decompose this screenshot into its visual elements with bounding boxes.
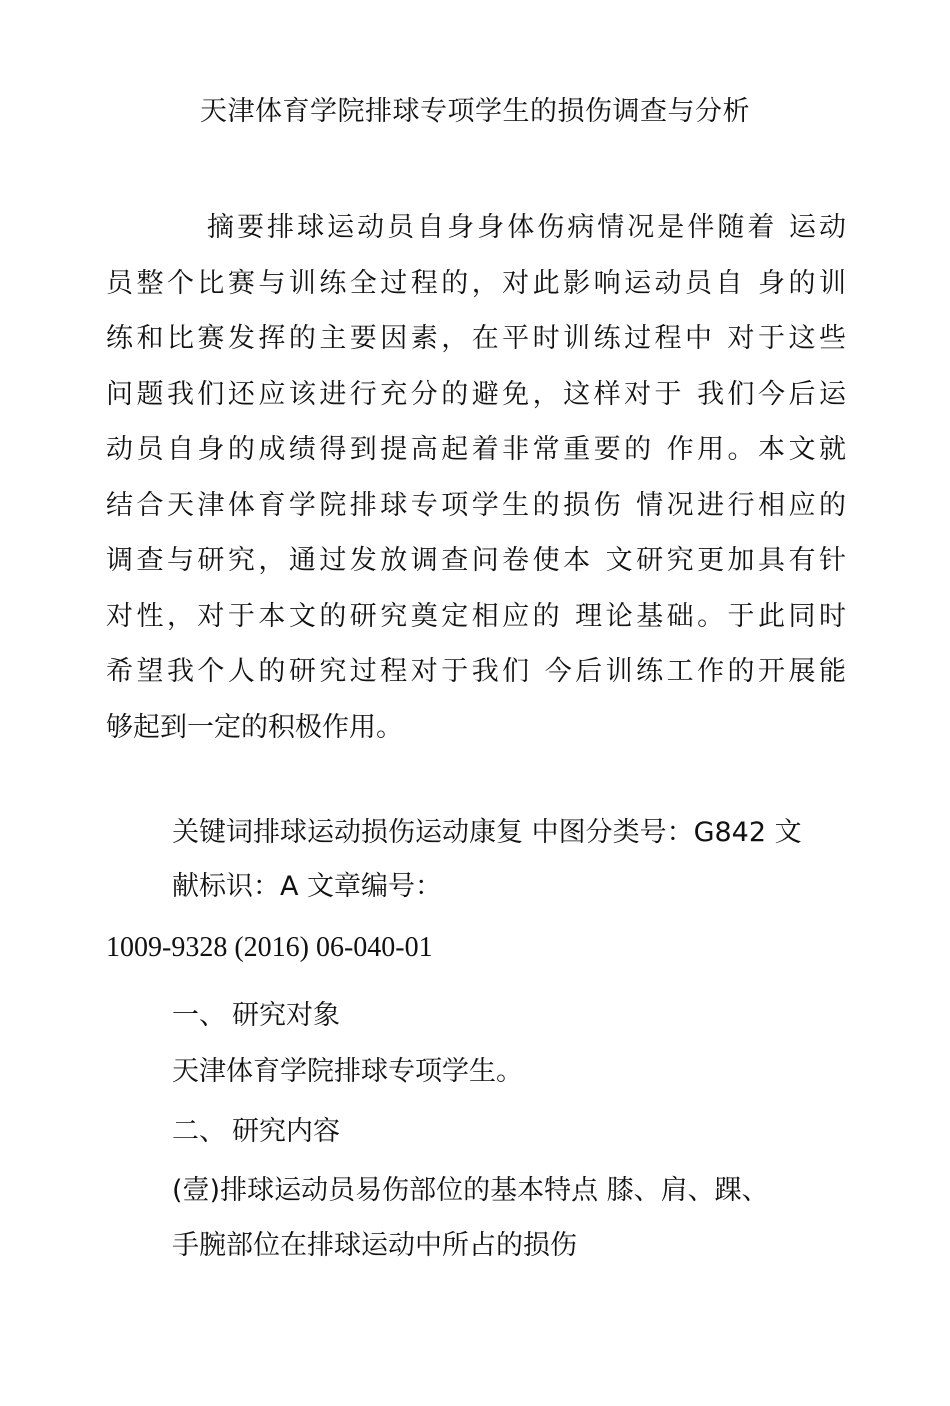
abstract-line: 结合天津体育学院排球专项学生的损伤 情况进行相应的 [106,489,846,521]
section-number: 二、 [172,1116,226,1147]
subsection-line: 手腕部位在排球运动中所占的损伤 [172,1230,577,1261]
abstract-line: 动员自身的成绩得到提高起着非常重要的 作用。本文就 [106,434,846,465]
abstract-line: 够起到一定的积极作用。 [106,711,403,743]
article-number: 1009-9328 (2016) 06-040-01 [106,932,433,963]
abstract-line: 员整个比赛与训练全过程的，对此影响运动员自 身的训 [106,267,846,299]
keywords-block [172,806,846,914]
section-heading-1 [172,996,340,1036]
abstract-line: 问题我们还应该进行充分的避免，这样对于 我们今后运 [106,378,846,410]
document-id-line: 献标识：A 文章编号： [172,871,443,902]
subsection-paragraph [172,1163,846,1273]
section-number: 一、 [172,1000,226,1031]
document-title: 天津体育学院排球专项学生的损伤调查与分析 [200,96,750,127]
keywords-line: 关键词排球运动损伤运动康复 中图分类号：G842 文 [172,817,802,848]
abstract-line: 对性，对于本文的研究奠定相应的 理论基础。于此同时 [106,600,846,632]
section-heading-2 [172,1112,340,1152]
abstract-line: 摘要排球运动员自身身体伤病情况是伴随着 运动 [204,212,846,243]
abstract-line: 调查与研究，通过发放调查问卷使本 文研究更加具有针 [106,545,846,576]
abstract-paragraph [106,200,846,755]
abstract-line: 希望我个人的研究过程对于我们 今后训练工作的开展能 [106,656,846,687]
section-title: 研究对象 [232,1000,340,1031]
section-content-1: 天津体育学院排球专项学生。 [172,1056,523,1087]
section-title: 研究内容 [232,1116,340,1147]
abstract-line: 练和比赛发挥的主要因素，在平时训练过程中 对于这些 [106,323,846,354]
subsection-line: (壹)排球运动员易伤部位的基本特点 膝、肩、踝、 [172,1175,769,1206]
